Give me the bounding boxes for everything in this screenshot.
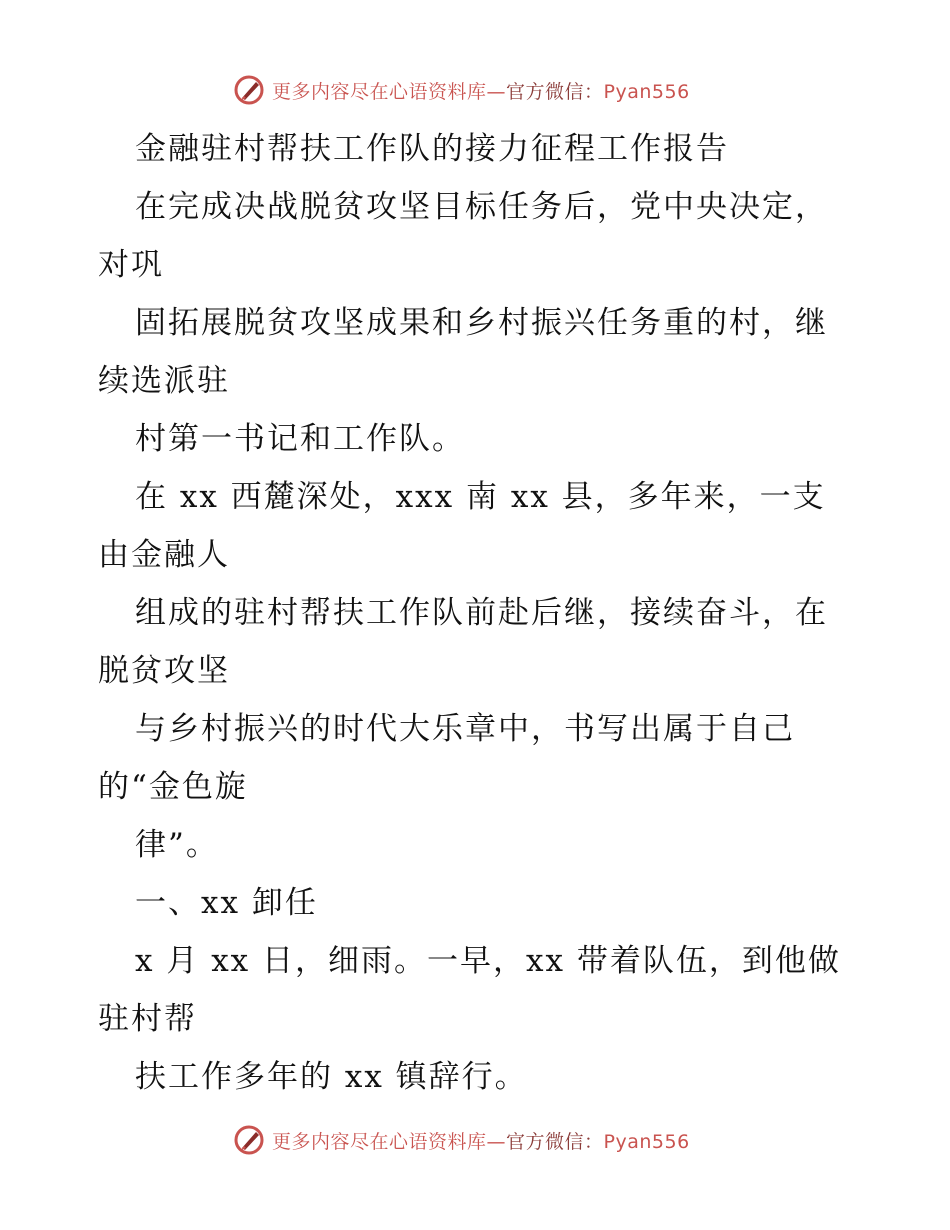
document-line: x 月 xx 日，细雨。一早，xx 带着队伍，到他做 xyxy=(135,943,841,979)
watermark-text: 更多内容尽在心语资料库—官方微信：Pyan556 xyxy=(272,1130,690,1153)
document-title: 金融驻村帮扶工作队的接力征程工作报告 xyxy=(135,131,729,167)
document-line: 的“金色旋 xyxy=(98,769,248,805)
document-line: 一、xx 卸任 xyxy=(135,885,318,921)
watermark-content xyxy=(232,70,690,110)
document-line: 律”。 xyxy=(135,827,219,863)
document-line: 在 xx 西麓深处，xxx 南 xx 县，多年来，一支 xyxy=(135,479,826,515)
document-line: 驻村帮 xyxy=(98,1001,197,1037)
document-line: 组成的驻村帮扶工作队前赴后继，接续奋斗，在 xyxy=(135,595,828,631)
feather-pen-icon xyxy=(232,73,266,107)
document-line: 村第一书记和工作队。 xyxy=(135,421,465,457)
document-line: 对巩 xyxy=(98,247,164,283)
watermark-text: 更多内容尽在心语资料库—官方微信：Pyan556 xyxy=(272,80,690,103)
document-line: 扶工作多年的 xx 镇辞行。 xyxy=(135,1059,528,1095)
document-line: 脱贫攻坚 xyxy=(98,653,230,689)
document-line: 续选派驻 xyxy=(98,363,230,399)
watermark-content xyxy=(232,1120,690,1160)
document-line: 固拓展脱贫攻坚成果和乡村振兴任务重的村，继 xyxy=(135,305,828,341)
document-line: 由金融人 xyxy=(98,537,230,573)
watermark-banner-bottom xyxy=(0,1120,950,1160)
document-line: 与乡村振兴的时代大乐章中，书写出属于自己 xyxy=(135,711,795,747)
document-line: 在完成决战脱贫攻坚目标任务后，党中央决定， xyxy=(135,189,828,225)
feather-pen-icon xyxy=(232,1123,266,1157)
document-body xyxy=(98,120,858,1106)
watermark-banner-top xyxy=(0,70,950,110)
